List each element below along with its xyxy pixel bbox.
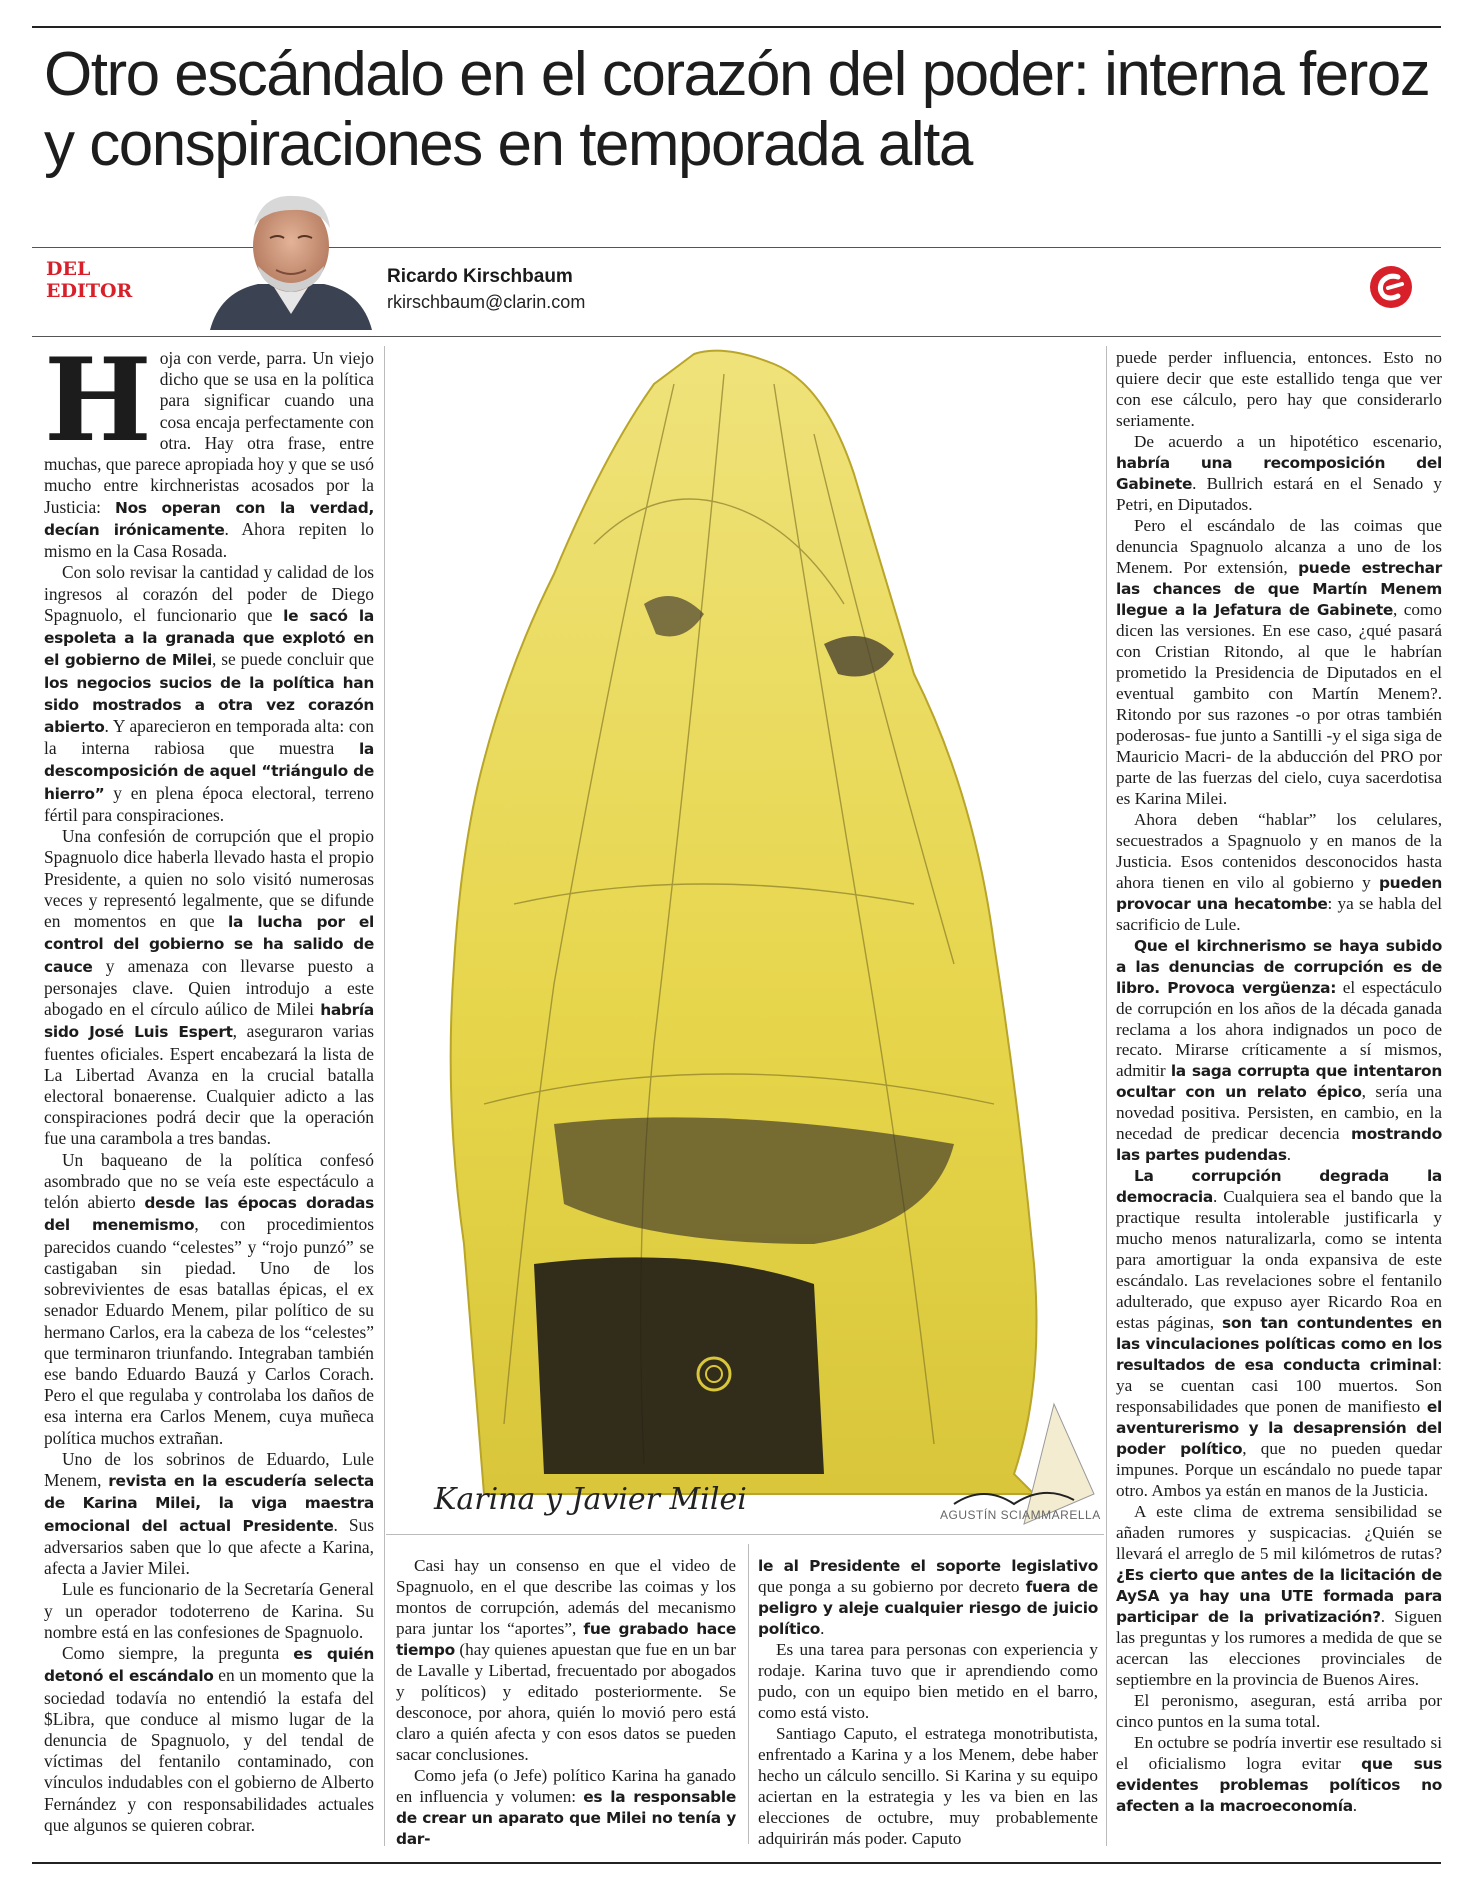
bold-run: La corrupción degrada la democracia <box>1116 1167 1442 1207</box>
text-run: que ponga a su gobierno por decreto <box>758 1576 1026 1596</box>
column-divider <box>1106 346 1107 1846</box>
text-run: . <box>1286 1145 1292 1165</box>
column-divider <box>748 1544 749 1844</box>
paragraph <box>1116 1733 1442 1817</box>
bold-run: ¿Es cierto que antes de la licitación de AySA ya hay una UTE formada para participar de la privatización? <box>1116 1566 1442 1627</box>
text-run: A este clima de extrema sensibilidad se añaden rumores y suspicacias. ¿Quién se llevará el arreglo de 5 mil kilómetros de rutas? <box>1116 1502 1442 1564</box>
text-run: : ya se habla del sacrificio de Lule. <box>1116 893 1442 934</box>
text-run: y en plena época electoral, terreno fértil para conspiraciones. <box>44 782 374 825</box>
paragraph <box>44 1643 374 1836</box>
text-run: , se puede concluir que <box>211 649 374 670</box>
text-run: Lule es funcionario de la Secretaría General y un operador todoterreno de Karina. Su nombre está en las confesiones de Spagnuolo. <box>44 1579 374 1642</box>
paragraph <box>396 1556 736 1766</box>
text-run: Pero el escándalo de las coimas que denuncia Spagnuolo alcanza a uno de los Menem. Por extensión, <box>1116 515 1442 577</box>
text-run: . Y aparecieron en temporada alta: con la interna rabiosa que muestra <box>44 715 374 759</box>
text-run: Ahora deben “hablar” los celulares, secuestrados a Spagnuolo y en manos de la Justicia. Esos contenidos desconocidos hasta ahora tienen en vilo al gobierno y <box>1116 809 1442 892</box>
paragraph <box>1116 936 1442 1167</box>
bold-run: que sus evidentes problemas políticos no afecten a la macroeconomía <box>1116 1754 1442 1815</box>
section-label <box>46 258 132 302</box>
text-run: Casi hay un consenso en que el video de Spagnuolo, en el que describe las coimas y los montos de corrupción, además del mecanismo para juntar los “aportes”, <box>396 1556 736 1638</box>
paragraph <box>1116 1691 1442 1733</box>
text-run: . Cualquiera sea el bando que la practique resulta intolerable justificarla y mucho menos naturalizarla, como se intenta para amortiguar la onda expansiva de este escándalo. Las revelaciones sobre el fentanilo adulterado, que expuso ayer Ricardo Roa en estas páginas, <box>1116 1187 1442 1333</box>
bold-run: le al Presidente el soporte legislativo <box>758 1557 1098 1575</box>
text-run: . Bullrich estará en el Senado y Petri, en Diputados. <box>1116 473 1442 514</box>
art-bottom-rule <box>386 1534 1104 1535</box>
article-column-4 <box>1116 348 1442 1817</box>
paragraph <box>44 562 374 826</box>
text-run: Con solo revisar la cantidad y calidad de los ingresos al corazón del poder de Diego Spagnuolo, el funcionario que <box>44 562 374 625</box>
paragraph <box>44 1150 374 1449</box>
author-email[interactable]: rkirschbaum@clarin.com <box>387 292 586 312</box>
text-run: De acuerdo a un hipotético escenario, <box>1134 431 1442 451</box>
body-rule <box>32 336 1441 337</box>
paragraph <box>1116 348 1442 432</box>
paragraph <box>758 1724 1098 1850</box>
headline: Otro escándalo en el corazón del poder: interna feroz y conspiraciones en temporada alta <box>44 40 1430 179</box>
text-run: , sería una novedad positiva. Persisten, en cambio, en la necedad de predicar decencia <box>1116 1082 1443 1144</box>
paragraph <box>758 1556 1098 1640</box>
clarin-logo-icon <box>1368 264 1414 310</box>
bold-run: la descomposición de aquel “triángulo de hierro” <box>44 740 374 803</box>
bold-run: son tan contundentes en las vinculaciones políticas como en los resultados de esa conducta criminal <box>1116 1314 1442 1375</box>
bold-run: habría una recomposición del Gabinete <box>1116 453 1442 493</box>
article-column-1 <box>44 333 375 1836</box>
paragraph <box>44 826 374 1150</box>
text-run: , que no pueden quedar impunes. Porque un escándalo no puede tapar otro. Ambos ya están en manos de la Justicia. <box>1116 1439 1442 1501</box>
section-label-line1: DEL <box>46 258 91 280</box>
text-run: , con procedimientos parecidos cuando “celestes” y “rojo punzó” se castigaban sin piedad. Uno de los sobrevivientes de esas batallas épicas, el ex senador Eduardo Menem, pilar político de su hermano Carlos, era la cabeza de los “celestes” que terminaron triunfando. Integraban también ese bando Eduardo Bauzá y Carlos Corach. Pero el que regulaba y controlaba los daños de esa interna era Carlos Menem, cuya muñeca política muchos extrañan. <box>44 1214 374 1448</box>
bold-run: la lucha por el control del gobierno se ha salido de cauce <box>44 913 375 976</box>
text-run: Santiago Caputo, el estratega monotributista, enfrentado a Karina y a los Menem, debe haber hecho un cálculo sencillo. Si Karina y su equipo aciertan en la estrategia y les va bien en las elecciones de octubre, muy probablemente adquirirán más poder. Caputo <box>758 1723 1098 1848</box>
bold-run: la saga corrupta que intentaron ocultar con un relato épico <box>1116 1062 1442 1102</box>
text-run: En octubre se podría invertir ese resultado si el oficialismo logra evitar <box>1116 1732 1442 1773</box>
bold-run: puede estrechar las chances de que Martín Menem llegue a la Jefatura de Gabinete <box>1116 558 1442 619</box>
bold-run: fue grabado hace tiempo <box>396 1619 736 1659</box>
bold-run: fuera de peligro y aleje cualquier riesgo de juicio político <box>758 1577 1098 1638</box>
text-run: . Ahora repiten lo mismo en la Casa Rosada. <box>44 518 375 562</box>
text-run: . <box>820 1618 825 1638</box>
bold-run: los negocios sucios de la política han sido mostrados a otra vez corazón abierto <box>44 673 374 736</box>
drop-cap: H <box>44 333 152 467</box>
illustration-signature-caption: Karina y Javier Milei <box>434 1482 747 1517</box>
text-run: El peronismo, aseguran, está arriba por cinco puntos en la suma total. <box>1116 1691 1442 1731</box>
bold-run: el aventurerismo y la desaprensión del poder político <box>1116 1398 1442 1459</box>
paragraph <box>1116 432 1442 516</box>
text-run: Es una tarea para personas con experiencia y rodaje. Karina tuvo que ir aprendiendo como pudo, con un equipo bien metido en el barro, como está visto. <box>758 1639 1098 1722</box>
illustration <box>394 344 1100 1529</box>
text-run: Una confesión de corrupción que el propio Spagnuolo dice haberla llevado hasta el propio Presidente, a quien no solo visitó numerosas veces y representó legalmente, que se difunde en momentos en que <box>44 826 374 932</box>
author-portrait <box>200 188 382 330</box>
text-run: el espectáculo de corrupción en los años de la década ganada reclama a los ahora indignados un poco de recato. Mirarse críticamente a sí mismos, admitir <box>1116 977 1442 1081</box>
text-run: , aseguraron varias fuentes oficiales. Espert encabezará la lista de La Libertad Avanza en la crucial batalla electoral bonaerense. Cualquier adicto a las conspiraciones podrá decir que la operación fue una carambola a tres bandas. <box>44 1021 374 1149</box>
text-run: Un baqueano de la política confesó asombrado que no se veía este espectáculo a telón abierto <box>44 1149 374 1213</box>
text-run: puede perder influencia, entonces. Esto no quiere decir que este estallido tenga que ver con ese cálculo, pero hay que considerarlo seriamente. <box>1116 348 1442 430</box>
article-column-3 <box>758 1556 1098 1850</box>
bold-run: es quién detonó el escándalo <box>44 1645 375 1686</box>
bold-run: desde las épocas doradas del menemismo <box>44 1194 374 1235</box>
author-name: Ricardo Kirschbaum <box>387 266 573 287</box>
text-run: oja con verde, parra. Un viejo dicho que se usa en la política para significar cuando una cosa encaja perfectamente con otra. Hay otra frase, entre muchas, que parece apropiada hoy y que se usó mucho entre kirchneristas acosados por la Justicia: <box>44 348 374 517</box>
text-run: . <box>1352 1795 1358 1815</box>
text-run: . Sus adversarios saben que lo que afecte a Karina, afecta a Javier Milei. <box>44 1514 374 1579</box>
bold-run: Que el kirchnerismo se haya subido a las denuncias de corrupción es de libro. Provoca vergüenza: <box>1116 936 1442 997</box>
paragraph <box>1116 1502 1442 1691</box>
paragraph <box>1116 810 1442 936</box>
paragraph <box>44 1449 374 1579</box>
bold-run: Nos operan con la verdad, decían irónicamente <box>44 498 374 539</box>
text-run: Como jefa (o Jefe) político Karina ha ganado en influencia y volumen: <box>396 1765 736 1806</box>
paragraph <box>1116 1166 1442 1502</box>
text-run: , como dicen las versiones. En ese caso, ¿qué pasará con Cristian Ritondo, al que le habrían prometido la Presidencia de Diputados en el eventual gambito con Martín Menem?. Ritondo por sus razones -o por otras también poderosas- fue junto a Santilli -y el siga siga de Mauricio Macri- de la abducción del PRO por parte de las fuerzas del cielo, cuya sacerdotisa es Karina Milei. <box>1116 599 1443 808</box>
top-rule <box>32 26 1441 28</box>
bold-run: es la responsable de crear un aparato que Milei no tenía y dar- <box>396 1787 736 1848</box>
paragraph <box>758 1640 1098 1724</box>
article-column-2 <box>396 1556 736 1850</box>
illustration-credit: AGUSTÍN SCIAMMARELLA <box>940 1508 1101 1522</box>
bottom-rule <box>32 1862 1441 1864</box>
section-label-line2: EDITOR <box>46 280 133 302</box>
text-run: . Siguen las preguntas y los rumores a medida de que se acercan las elecciones provinciales de septiembre en la provincia de Buenos Aires. <box>1116 1607 1442 1690</box>
paragraph <box>44 1579 374 1643</box>
bold-run: le sacó la espoleta a la granada que explotó en el gobierno de Milei <box>44 606 374 670</box>
paragraph <box>1116 516 1442 810</box>
bold-run: mostrando las partes pudendas <box>1116 1125 1442 1165</box>
text-run: y amenaza con llevarse puesto a personajes clave. Quien introdujo a este abogado en el círculo aúlico de Milei <box>44 955 374 1020</box>
text-run: Uno de los sobrinos de Eduardo, Lule Menem, <box>44 1448 374 1491</box>
text-run: : ya se cuentan casi 100 muertos. Son responsabilidades que ponen de manifiesto <box>1116 1355 1442 1417</box>
text-run: Como siempre, la pregunta <box>62 1643 294 1664</box>
text-run: en un momento que la sociedad todavía no entendió la estafa del $Libra, que conduce al mismo lugar de la denuncia de Spagnuolo, y del tendal de víctimas del fentanilo contaminado, con vínculos indudables con el gobierno de Alberto Fernández y con responsabilidades actuales que algunos se quieren cobrar. <box>44 1665 374 1835</box>
text-run: (hay quienes apuestan que fue en un bar de Lavalle y Libertad, frecuentado por abogados y políticos) y editado posteriormente. Se desconoce, por ahora, quién lo movió pero está claro a quién afecta y con esos datos se pueden sacar conclusiones. <box>396 1639 736 1764</box>
paragraph <box>396 1766 736 1850</box>
column-divider <box>384 346 385 1846</box>
bold-run: revista en la escudería selecta de Karina Milei, la viga maestra emocional del actual Presidente <box>44 1472 374 1535</box>
paragraph <box>44 333 375 562</box>
bold-run: pueden provocar una hecatombe <box>1116 873 1442 913</box>
bold-run: habría sido José Luis Espert <box>44 1001 374 1042</box>
